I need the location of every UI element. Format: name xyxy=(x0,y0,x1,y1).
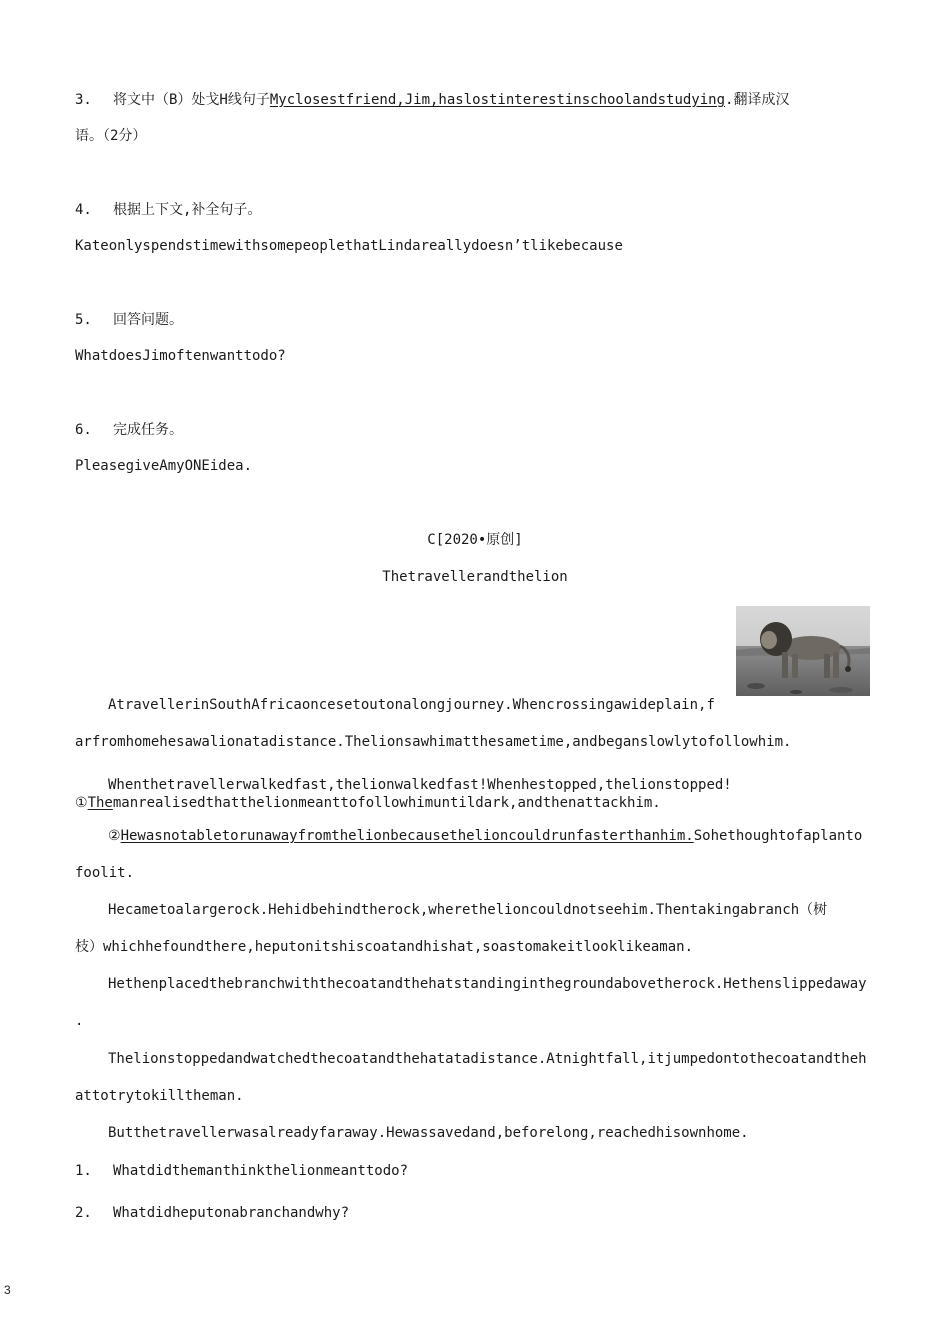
question-4-instruction: 根据上下文,补全句子。 xyxy=(113,202,262,218)
question-6-instruction: 完成任务。 xyxy=(113,422,183,438)
question-3-line-1 xyxy=(75,91,875,109)
page-number: 3 xyxy=(4,1283,11,1297)
passage-paragraph-3-line-1 xyxy=(108,827,875,845)
passage-paragraph-1-line-1: AtravellerinSouthAfricaoncesetoutonalongjourney.Whencrossingawideplain,f xyxy=(108,697,715,713)
passage-paragraph-3-line-2: foolit. xyxy=(75,865,135,881)
circled-marker-2: ② xyxy=(108,828,121,844)
section-c-question-2-text: Whatdidheputonabranchandwhy? xyxy=(113,1205,350,1221)
question-6-instruction-line xyxy=(75,421,875,439)
passage-paragraph-6-line-1: Thelionstoppedandwatchedthecoatandthehatatadistance.Atnightfall,itjumpedontothecoatandtheh xyxy=(108,1051,867,1067)
question-3-underlined-sentence: Myclosestfriend,Jim,haslostinterestinschoolandstudying xyxy=(269,92,726,108)
question-6-number: 6. xyxy=(75,422,92,438)
passage-paragraph-3-rest: Sohethoughtofaplanto xyxy=(693,828,863,844)
passage-paragraph-5-line-2: . xyxy=(75,1013,84,1029)
question-4-prompt: KateonlyspendstimewithsomepeoplethatLindareallydoesn’tlikebecause xyxy=(75,238,623,254)
section-c-question-1 xyxy=(75,1162,875,1180)
passage-paragraph-2-line-1: Whenthetravellerwalkedfast,thelionwalkedfast!Whenhestopped,thelionstopped! xyxy=(108,777,732,793)
passage-paragraph-5-line-1: Hethenplacedthebranchwiththecoatandthehatstandinginthegroundabovetherock.Hethenslippedaway xyxy=(108,976,867,992)
question-5-number: 5. xyxy=(75,312,92,328)
passage-paragraph-4-line-1: Hecametoalargerock.Hehidbehindtherock,wherethelioncouldnotseehim.Thentakingabranch（树 xyxy=(108,902,828,918)
circled-marker-1: ① xyxy=(75,795,88,811)
question-6-prompt: PleasegiveAmyONEidea. xyxy=(75,458,253,474)
question-3-line-2: 语。（2分） xyxy=(75,128,147,144)
section-c-question-2-number: 2. xyxy=(75,1205,92,1221)
passage-paragraph-2-line-2 xyxy=(75,794,875,812)
section-c-header: C[2020•原创] xyxy=(427,532,523,548)
section-c-question-1-number: 1. xyxy=(75,1163,92,1179)
underlined-word-the: The xyxy=(87,795,113,811)
section-c-question-1-text: Whatdidthemanthinkthelionmeanttodo? xyxy=(113,1163,409,1179)
question-5-instruction: 回答问题。 xyxy=(113,312,183,328)
passage-paragraph-1-line-2: arfromhomehesawalionatadistance.Thelionsawhimatthesametime,andbeganslowlytofollowhim. xyxy=(75,734,792,750)
underlined-sentence-2: Hewasnotabletorunawayfromthelionbecausethelioncouldrunfasterthanhim. xyxy=(120,828,694,844)
question-5-prompt: WhatdoesJimoftenwanttodo? xyxy=(75,348,286,364)
question-3-prefix: 将文中（B）处戈H线句子 xyxy=(113,92,270,108)
passage-paragraph-2-rest: manrealisedthatthelionmeanttofollowhimuntildark,andthenattackhim. xyxy=(112,795,661,811)
passage-paragraph-4-line-2: 枝）whichhefoundthere,heputonitshiscoatandhishat,soastomakeitlooklikeaman. xyxy=(75,939,694,955)
passage-paragraph-7-line-1: Butthetravellerwasalreadyfaraway.Hewassavedand,beforelong,reachedhisownhome. xyxy=(108,1125,749,1141)
question-4-number: 4. xyxy=(75,202,92,218)
question-5-instruction-line xyxy=(75,311,875,329)
lion-photo xyxy=(736,606,870,696)
section-c-question-2 xyxy=(75,1204,875,1222)
passage-title: Thetravellerandthelion xyxy=(382,569,568,585)
question-3-suffix: .翻译成汉 xyxy=(725,92,790,108)
question-3-number: 3. xyxy=(75,92,92,108)
question-4-instruction-line xyxy=(75,201,875,219)
passage-paragraph-6-line-2: attotrytokilltheman. xyxy=(75,1088,244,1104)
